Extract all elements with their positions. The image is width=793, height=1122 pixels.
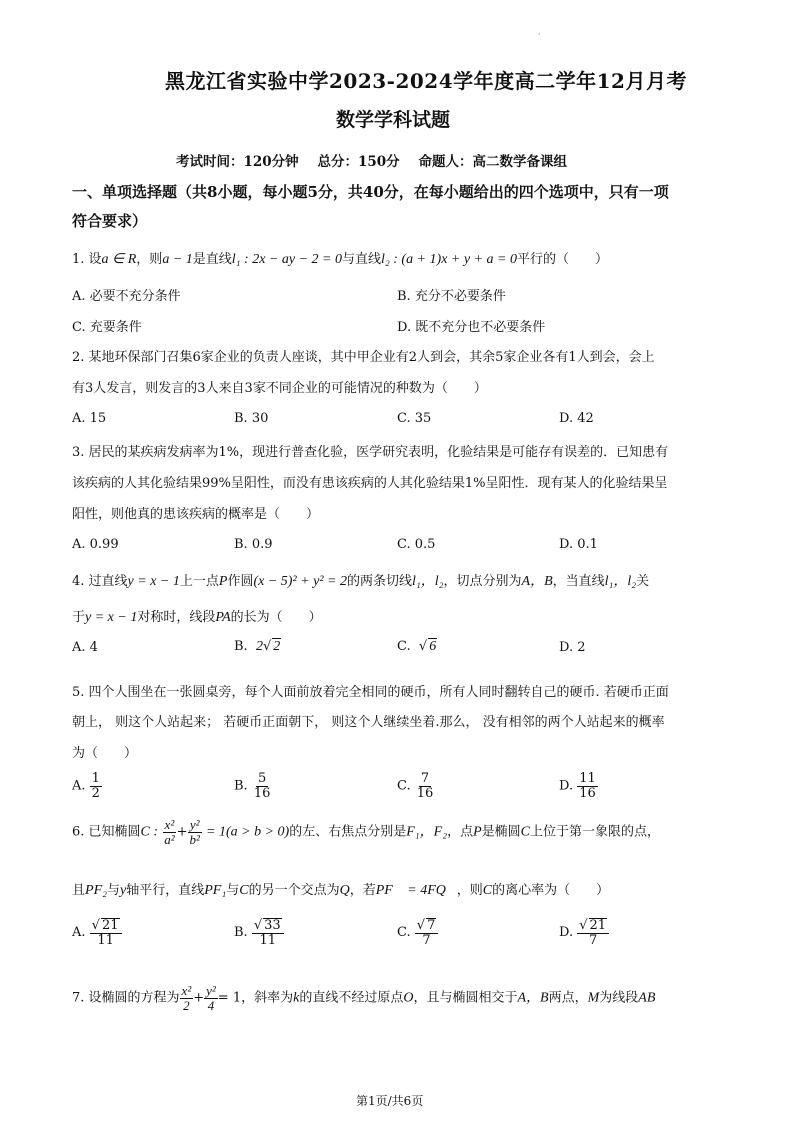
q6-text: 6. 已知椭圆 [72,824,141,840]
denominator: 2 [91,785,100,801]
q7-math: AB [638,990,656,1006]
q1-math: a ∈ R [101,252,137,267]
denominator: 4 [207,997,215,1013]
q1-math: l₂ : (a + 1)x + y + a = 0 [381,252,517,267]
q5-option-a [72,772,102,800]
q7-math: O [403,990,414,1006]
question-3-line2: 该疾病的人其化验结果99%呈阳性，而没有患该疾病的人其化验结果1%呈阳性．现有某人的化验结果呈 [72,476,668,491]
q6-option-c [397,918,438,947]
option-radicand: 2 [273,639,281,654]
q2-option-b: B. 30 [234,411,269,426]
exam-info: 考试时间：120分钟 总分：150分 命题人：高二数学备课组 [176,154,567,170]
q6-text: 是椭圆 [481,824,521,840]
option-label: D. [559,778,574,794]
denominator: 11 [259,932,277,948]
q4-math: A，B [521,574,553,589]
q4-math: y = x − 1 [85,610,138,625]
numerator: 5 [257,771,267,786]
q6-text: 上位于第一象限的点， [530,824,661,840]
q4-text: 于 [72,610,86,625]
option-label: C. [397,639,411,654]
q6-math: = 1(a > b > 0) [206,824,290,840]
q2-option-d: D. 42 [559,411,594,426]
question-2-line1: 2. 某地环保部门召集6家企业的负责人座谈，其中甲企业有2人到会，其余5家企业各有1人到会，会上 [72,350,655,365]
q1-option-a: A. 必要不充分条件 [72,289,181,304]
denominator: 16 [416,785,434,801]
denominator: 16 [579,785,596,801]
equals: = 1 [217,990,242,1006]
numerator: y² [206,983,216,998]
numerator: 7 [420,771,430,786]
q4-text: 的两条切线 [346,574,412,589]
q3-option-a: A. 0.99 [72,537,119,552]
q7-text: 的直线不经过原点 [299,990,404,1006]
q3-option-d: D. 0.1 [559,537,598,552]
q6-math: C [239,883,249,898]
q7-math: k [293,990,300,1006]
q6-math: PF⃗ = 4FQ⃗ [375,883,457,898]
q7-math: A，B [517,990,549,1006]
q6-math: F₁，F₂ [406,824,448,840]
q1-text: 与直线 [341,252,381,267]
radicand: 33 [264,918,281,933]
q6-text: 的左、右焦点分别是 [289,824,407,840]
q4-math: l₁，l₂ [604,574,637,589]
q4-text: 作圆 [227,574,254,589]
fraction [162,818,176,846]
q4-text: ，当直线 [552,574,605,589]
plus-sign: + [176,824,188,840]
option-label: B. [234,639,248,654]
option-coef: 2 [255,639,263,654]
q1-option-b: B. 充分不必要条件 [397,289,506,304]
q1-text: 是直线 [192,252,232,267]
q7-text: 两点， [548,990,588,1006]
q6-text: ，点 [447,824,474,840]
q4-text: 的长为（ ） [230,610,322,625]
radicand: 21 [589,918,607,933]
numerator: 1 [91,771,100,786]
q4-math: PA [215,610,231,625]
numerator: x² [164,817,175,832]
q6-math: C [482,883,493,898]
question-6-line1 [72,818,660,846]
q6-math: PF₂ [85,883,107,898]
option-label: C. [397,925,411,941]
q5-option-d [559,772,598,800]
q6-text: 与 [107,883,121,898]
question-1-stem [72,248,608,268]
denominator: 2 [183,997,190,1013]
q7-math: M [587,990,600,1006]
q1-text: ，则 [136,252,163,267]
q6-text: 的离心率为（ ） [492,883,610,898]
q1-text: 平行的（ ） [516,252,608,267]
numerator: y² [189,817,200,832]
question-5-line1: 5. 四个人围坐在一张圆桌旁，每个人面前放着完全相同的硬币，所有人同时翻转自己的硬币. 若硬币正面 [72,685,669,700]
fraction [90,772,102,800]
option-label: C. [397,778,411,794]
fraction [252,918,284,947]
q3-option-c: C. 0.5 [397,537,436,552]
question-2-line2: 有3人发言，则发言的3人来自3家不同企业的可能情况的种数为（ ） [72,381,487,396]
q6-math: P [473,824,482,840]
radicand: 7 [427,918,436,933]
option-label: A. [72,925,86,941]
q4-math: (x − 5)² + y² = 2 [253,574,347,589]
option-radicand: 6 [429,639,437,654]
q3-option-b: B. 0.9 [234,537,273,552]
q1-text: 1. 设 [72,252,102,267]
denominator: 7 [422,932,431,948]
fraction [577,918,609,947]
q4-math: P [218,574,228,589]
top-mark: · [538,30,541,39]
radicand: 21 [101,918,119,933]
q6-text: 的另一个交点为 [248,883,340,898]
q7-text: 为线段 [599,990,639,1006]
q7-text: 7. 设椭圆的方程为 [72,990,180,1006]
q4-text: ，切点分别为 [443,574,522,589]
q6-option-a [72,918,122,947]
q4-math: l₁，l₂ [411,574,444,589]
q6-math: C : [140,824,159,840]
question-7-line1 [72,984,655,1012]
numerator: √ 21 [577,918,609,934]
q6-text: 与 [226,883,240,898]
denominator: b² [189,831,200,847]
q1-option-d: D. 既不充分也不必要条件 [397,320,546,335]
q1-math: l₁ : 2x − ay − 2 = 0 [231,252,342,267]
fraction [252,772,273,800]
q6-math: C [520,824,531,840]
section-heading-line2: 符合要求） [72,212,148,230]
denominator: 16 [253,785,271,801]
q4-option-c: C. √ 6 [397,639,437,654]
fraction [415,918,439,947]
q6-math: PF₁ [204,883,227,898]
page-number: 第1页/共6页 [356,1094,424,1108]
q4-option-a: A. 4 [72,640,98,655]
fraction [188,818,202,846]
exam-subtitle: 数学学科试题 [336,109,451,131]
q6-text: 且 [72,883,86,898]
q4-text: 对称时，线段 [137,610,216,625]
q6-math: Q [339,883,350,898]
q4-text: 上一点 [179,574,219,589]
denominator: 11 [97,932,114,948]
numerator: x² [181,983,192,998]
q1-math: a − 1 [162,252,193,267]
question-4-line2 [72,606,322,626]
fraction [577,772,598,800]
numerator: √ 33 [252,918,284,934]
question-3-line3: 阳性，则他真的患该疾病的概率是（ ） [72,507,320,522]
option-label: D. [559,925,574,941]
q4-math: y = x − 1 [127,574,180,589]
q6-option-d [559,918,609,947]
q5-option-c [397,772,435,800]
fraction [415,772,436,800]
fraction [204,984,218,1012]
q2-option-c: C. 35 [397,411,432,426]
plus-sign: + [193,990,205,1006]
fraction [90,918,122,947]
question-3-line1: 3. 居民的某疾病发病率为1%，现进行普查化验，医学研究表明，化验结果是可能存有误差的．已知患有 [72,445,669,460]
q4-text: 关 [636,574,650,589]
question-6-line2 [72,879,609,899]
q1-option-c: C. 充要条件 [72,320,142,335]
question-5-line3: 为（ ） [72,746,138,761]
q4-option-d: D. 2 [559,640,586,655]
q4-option-b: B. 2√ 2 [234,639,281,654]
section-heading-line1: 一、单项选择题（共8小题，每小题5分，共40分，在每小题给出的四个选项中，只有一项 [72,183,669,201]
q6-text: 轴平行，直线 [126,883,205,898]
q7-text: ，斜率为 [241,990,294,1006]
q6-math: y [120,883,127,898]
denominator: a² [164,831,175,847]
question-4-line1 [72,570,649,590]
q4-text: 4. 过直线 [72,574,128,589]
numerator: 11 [579,771,596,786]
q6-option-b [234,918,284,947]
question-5-line2: 朝上， 则这个人站起来； 若硬币正面朝下， 则这个人继续坐着.那么， 没有相邻的两个人站起来的概率 [72,715,665,730]
numerator: √ 7 [415,918,439,934]
option-label: B. [234,778,248,794]
option-label: A. [72,778,86,794]
numerator: √ 21 [90,918,122,934]
q6-text: ，若 [349,883,376,898]
denominator: 7 [589,932,598,948]
q7-text: ，且与椭圆相交于 [413,990,518,1006]
fraction [180,984,194,1012]
option-label: B. [234,925,248,941]
exam-title: 黑龙江省实验中学2023-2024学年度高二学年12月月考 [165,69,687,93]
q2-option-a: A. 15 [72,411,107,426]
q5-option-b [234,772,272,800]
q6-text: ，则 [456,883,483,898]
